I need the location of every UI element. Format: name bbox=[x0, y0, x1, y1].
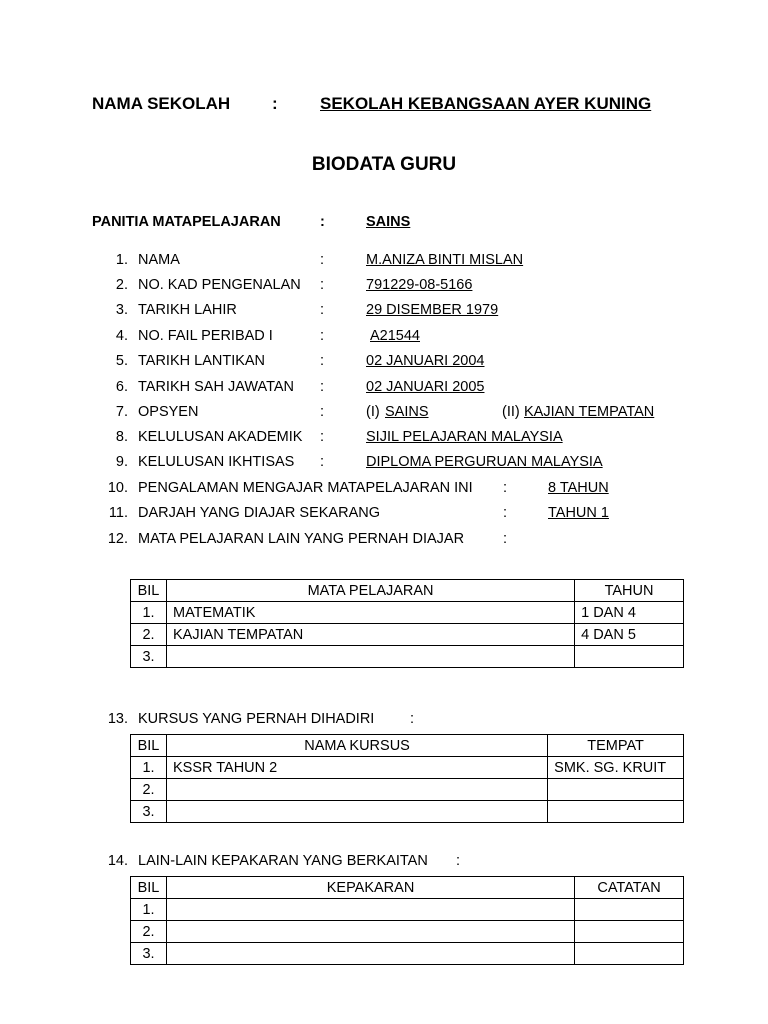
field-value: 8 TAHUN bbox=[548, 480, 609, 496]
section-13-heading bbox=[0, 711, 768, 733]
field-colon: : bbox=[320, 429, 325, 445]
field-colon: : bbox=[320, 379, 325, 395]
field-colon: : bbox=[320, 454, 325, 470]
row-number: 1. bbox=[131, 602, 167, 624]
row-number: 1. bbox=[131, 899, 167, 921]
field-label: KELULUSAN IKHTISAS bbox=[138, 454, 295, 470]
section-number: 14. bbox=[107, 853, 128, 869]
page-title: BIODATA GURU bbox=[311, 154, 457, 175]
column-header-bil: BIL bbox=[131, 735, 167, 757]
field-row-opsyen bbox=[0, 404, 768, 426]
section-colon: : bbox=[456, 853, 461, 869]
field-number: 5. bbox=[115, 353, 128, 369]
course-cell bbox=[166, 779, 547, 801]
row-number: 2. bbox=[131, 779, 167, 801]
field-colon: : bbox=[503, 531, 508, 547]
field-number: 12. bbox=[107, 531, 128, 547]
field-label: DARJAH YANG DIAJAR SEKARANG bbox=[138, 505, 380, 521]
panitia-colon: : bbox=[320, 214, 325, 230]
field-number: 8. bbox=[115, 429, 128, 445]
notes-cell bbox=[575, 943, 684, 965]
table-row bbox=[131, 921, 684, 943]
field-label: TARIKH SAH JAWATAN bbox=[138, 379, 295, 395]
expertise-cell bbox=[166, 921, 574, 943]
field-label: OPSYEN bbox=[138, 404, 199, 420]
courses-table bbox=[130, 734, 684, 823]
field-colon: : bbox=[503, 505, 508, 521]
field-number: 3. bbox=[115, 302, 128, 318]
column-header-bil: BIL bbox=[131, 877, 167, 899]
option1-prefix: (I) bbox=[366, 404, 380, 420]
field-row bbox=[0, 531, 768, 553]
field-label: PENGALAMAN MENGAJAR MATAPELAJARAN INI bbox=[138, 480, 473, 496]
section-colon: : bbox=[410, 711, 415, 727]
section-number: 13. bbox=[107, 711, 128, 727]
field-value: 29 DISEMBER 1979 bbox=[366, 302, 499, 318]
table-row bbox=[131, 646, 684, 668]
section-label: LAIN-LAIN KEPAKARAN YANG BERKAITAN bbox=[138, 853, 428, 869]
row-number: 1. bbox=[131, 757, 167, 779]
field-label: NAMA bbox=[138, 252, 180, 268]
notes-cell bbox=[575, 921, 684, 943]
field-colon: : bbox=[320, 252, 325, 268]
table-row bbox=[131, 757, 684, 779]
field-colon: : bbox=[320, 302, 325, 318]
field-value: TAHUN 1 bbox=[548, 505, 609, 521]
school-colon: : bbox=[272, 94, 278, 113]
table-header-row bbox=[131, 735, 684, 757]
field-colon: : bbox=[320, 353, 325, 369]
option1-value: SAINS bbox=[385, 404, 429, 420]
table-header-row bbox=[131, 580, 684, 602]
field-number: 11. bbox=[108, 505, 128, 521]
column-header-expertise: KEPAKARAN bbox=[166, 877, 574, 899]
field-label: TARIKH LAHIR bbox=[138, 302, 237, 318]
place-cell: SMK. SG. KRUIT bbox=[548, 757, 684, 779]
field-value: DIPLOMA PERGURUAN MALAYSIA bbox=[366, 454, 603, 470]
column-header-place: TEMPAT bbox=[548, 735, 684, 757]
year-cell bbox=[575, 646, 684, 668]
field-value: 02 JANUARI 2005 bbox=[366, 379, 485, 395]
field-label: TARIKH LANTIKAN bbox=[138, 353, 266, 369]
field-label: NO. FAIL PERIBAD I bbox=[138, 328, 273, 344]
field-row bbox=[0, 252, 768, 274]
table-row bbox=[131, 779, 684, 801]
field-number: 1. bbox=[115, 252, 128, 268]
panitia-label: PANITIA MATAPELAJARAN bbox=[92, 214, 281, 230]
row-number: 3. bbox=[131, 646, 167, 668]
field-number: 6. bbox=[115, 379, 128, 395]
field-row bbox=[0, 379, 768, 401]
field-label: KELULUSAN AKADEMIK bbox=[138, 429, 303, 445]
subject-cell: MATEMATIK bbox=[166, 602, 574, 624]
place-cell bbox=[548, 779, 684, 801]
row-number: 2. bbox=[131, 624, 167, 646]
column-header-notes: CATATAN bbox=[575, 877, 684, 899]
field-number: 10. bbox=[107, 480, 128, 496]
field-row bbox=[0, 480, 768, 502]
row-number: 3. bbox=[131, 801, 167, 823]
field-row bbox=[0, 505, 768, 527]
subjects-table bbox=[130, 579, 684, 668]
subject-cell bbox=[166, 646, 574, 668]
field-value: SIJIL PELAJARAN MALAYSIA bbox=[366, 429, 563, 445]
table-row bbox=[131, 943, 684, 965]
place-cell bbox=[548, 801, 684, 823]
row-number: 2. bbox=[131, 921, 167, 943]
field-label: NO. KAD PENGENALAN bbox=[138, 277, 301, 293]
field-colon: : bbox=[320, 404, 325, 420]
course-cell: KSSR TAHUN 2 bbox=[166, 757, 547, 779]
field-row bbox=[0, 454, 768, 476]
option2-value: KAJIAN TEMPATAN bbox=[524, 404, 655, 420]
section-14-heading bbox=[0, 853, 768, 875]
field-number: 2. bbox=[115, 277, 128, 293]
field-value: 791229-08-5166 bbox=[366, 277, 473, 293]
expertise-cell bbox=[166, 899, 574, 921]
expertise-table bbox=[130, 876, 684, 965]
field-number: 4. bbox=[115, 328, 128, 344]
field-colon: : bbox=[320, 328, 325, 344]
field-value: A21544 bbox=[370, 328, 420, 344]
table-row bbox=[131, 899, 684, 921]
field-row bbox=[0, 328, 768, 350]
panitia-value: SAINS bbox=[366, 214, 411, 230]
table-row bbox=[131, 801, 684, 823]
school-label: NAMA SEKOLAH bbox=[92, 94, 231, 113]
year-cell: 4 DAN 5 bbox=[575, 624, 684, 646]
subject-cell: KAJIAN TEMPATAN bbox=[166, 624, 574, 646]
column-header-bil: BIL bbox=[131, 580, 167, 602]
notes-cell bbox=[575, 899, 684, 921]
table-row bbox=[131, 624, 684, 646]
option2-prefix: (II) bbox=[502, 404, 520, 420]
field-number: 9. bbox=[115, 454, 128, 470]
section-label: KURSUS YANG PERNAH DIHADIRI bbox=[138, 711, 375, 727]
field-row bbox=[0, 277, 768, 299]
table-row bbox=[131, 602, 684, 624]
field-value: 02 JANUARI 2004 bbox=[366, 353, 485, 369]
field-value: M.ANIZA BINTI MISLAN bbox=[366, 252, 524, 268]
year-cell: 1 DAN 4 bbox=[575, 602, 684, 624]
column-header-subject: MATA PELAJARAN bbox=[166, 580, 574, 602]
table-header-row bbox=[131, 877, 684, 899]
column-header-year: TAHUN bbox=[575, 580, 684, 602]
column-header-course: NAMA KURSUS bbox=[166, 735, 547, 757]
field-row bbox=[0, 429, 768, 451]
field-row bbox=[0, 302, 768, 324]
row-number: 3. bbox=[131, 943, 167, 965]
course-cell bbox=[166, 801, 547, 823]
school-name: SEKOLAH KEBANGSAAN AYER KUNING bbox=[320, 94, 652, 113]
field-label: MATA PELAJARAN LAIN YANG PERNAH DIAJAR bbox=[138, 531, 465, 547]
field-row bbox=[0, 353, 768, 375]
expertise-cell bbox=[166, 943, 574, 965]
field-number: 7. bbox=[115, 404, 128, 420]
field-colon: : bbox=[320, 277, 325, 293]
field-colon: : bbox=[503, 480, 508, 496]
